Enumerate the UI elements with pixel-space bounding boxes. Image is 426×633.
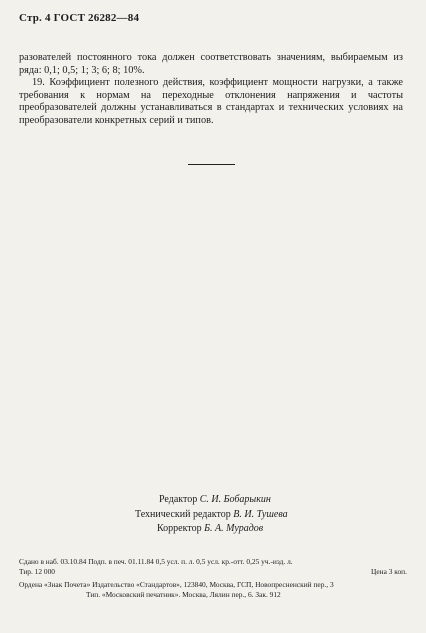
proofreader-role: Корректор (157, 523, 202, 534)
imprint-price: Цена 3 коп. (371, 567, 407, 576)
imprint-circulation: Тир. 12 000 (19, 567, 56, 576)
section-divider (188, 164, 235, 165)
printer-line: Тип. «Московский печатник». Москва, Лялин пер., 6. Зак. 912 (86, 590, 281, 599)
credit-proofreader (0, 522, 426, 537)
credits-block (0, 493, 426, 537)
publisher-block (19, 580, 407, 600)
tech-editor-name: В. И. Тушева (233, 508, 288, 520)
proofreader-name: Б. А. Мурадов (204, 523, 264, 534)
imprint-print-dates: Сдано в наб. 03.10.84 Подп. в печ. 01.11.84 0,5 усл. п. л. 0,5 усл. кр.-отт. 0,25 уч.-изд. л. (19, 557, 293, 566)
imprint-circulation-row (19, 567, 407, 577)
credit-editor (0, 493, 426, 508)
page-header: Стр. 4 ГОСТ 26282—84 (19, 12, 140, 24)
publisher-line: Ордена «Знак Почета» Издательство «Стандартов», 123840, Москва, ГСП, Новопресненский пер., 3 (19, 580, 334, 589)
imprint-block (19, 557, 407, 577)
paragraph-19: 19. Коэффициент полезного действия, коэффициент мощности нагрузки, а также требования к нормам на переходные отклонения напряжения и частоты преобразователей должны устанавливаться в стандартах и технических условиях на преобразователи конкретных серий и типов. (19, 77, 403, 126)
credit-tech-editor (0, 508, 426, 523)
editor-name: С. И. Бобарыкин (199, 494, 271, 505)
tech-editor-role: Технический редактор (135, 508, 231, 520)
editor-role: Редактор (159, 494, 198, 505)
body-text (19, 52, 403, 128)
paragraph-continuation: разователей постоянного тока должен соответствовать значениям, выбираемым из ряда: 0,1; 0,5; 1; 3; 6; 8; 10%. (19, 52, 403, 76)
